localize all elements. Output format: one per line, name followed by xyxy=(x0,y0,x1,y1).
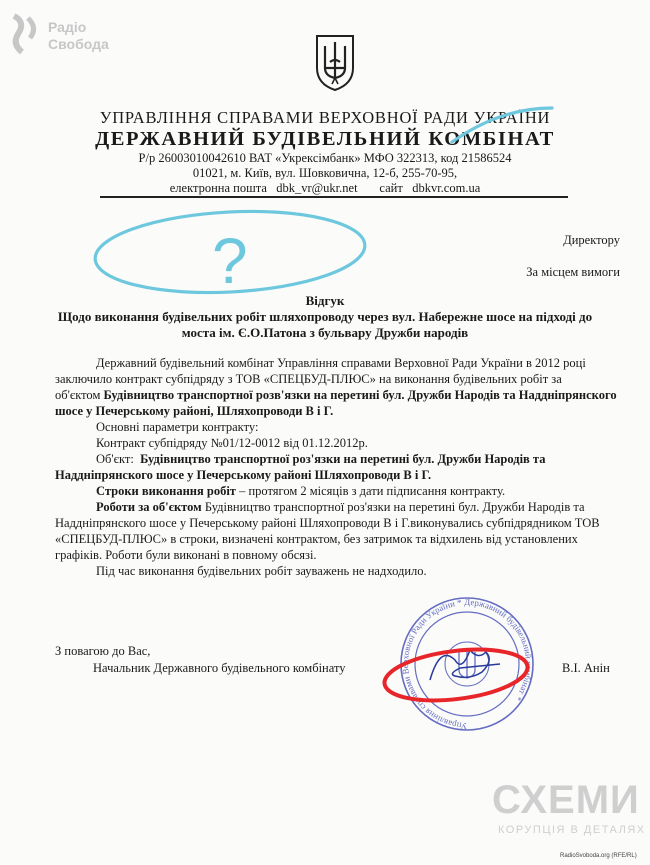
document-heading: Відгук xyxy=(305,293,345,308)
body-line: Під час виконання будівельних робіт зауважень не надходило. xyxy=(96,564,427,578)
body-line: шосе у Печерському районі, Шляхопроводи В і Г. xyxy=(55,404,334,418)
document-subject-line2: моста ім. Є.О.Патона з бульвару Дружби народів xyxy=(181,325,469,340)
signatory-position: Начальник Державного будівельного комбінату xyxy=(93,661,346,675)
body-line: Контракт субпідряду №01/12-0012 від 01.12.2012р. xyxy=(96,436,368,450)
org-name-line2: ДЕРЖАВНИЙ БУДІВЕЛЬНИЙ КОМБІНАТ xyxy=(95,128,555,150)
body-bold-text: Роботи за об'єктом xyxy=(96,500,202,514)
body-line: заключило контракт субпідряду з ТОВ «СПЕЦБУД-ПЛЮС» на виконання будівельних робіт за xyxy=(55,372,562,386)
body-text: Об'єкт: xyxy=(96,452,134,466)
document-subject-line1: Щодо виконання будівельних робіт шляхопроводу через вул. Набережне шосе на підході до xyxy=(57,309,593,324)
site-address: dbkvr.com.ua xyxy=(412,181,481,195)
body-line: Державний будівельний комбінат Управління справами Верховної Ради України в 2012 році xyxy=(96,356,586,370)
skhemy-subtitle: КОРУПЦІЯ В ДЕТАЛЯХ xyxy=(498,824,646,836)
addressee-line2: За місцем вимоги xyxy=(526,265,620,279)
skhemy-logo xyxy=(478,778,646,848)
radio-svoboda-line1: Радіо xyxy=(48,19,87,35)
body-line: «СПЕЦБУД-ПЛЮС» в строки, визначені контрактом, без затримок та відхилень від установлених xyxy=(55,532,578,546)
closing-regards: З повагою до Вас, xyxy=(55,644,151,658)
site-label: сайт xyxy=(379,181,403,195)
body-bold-text: Строки виконання робіт xyxy=(96,484,236,498)
postal-address: 01021, м. Київ, вул. Шовковична, 12-б, 255-70-95, xyxy=(192,166,458,180)
org-name-line1: УПРАВЛІННЯ СПРАВАМИ ВЕРХОВНОЇ РАДИ УКРАЇНИ xyxy=(99,108,551,127)
stamp-ring-text: Управління справами Верховної Ради України * Державний будівельний комбінат * xyxy=(400,596,535,732)
addressee-line1: Директору xyxy=(563,233,620,247)
image-credit: RadioSvoboda.org (RFE/RL) xyxy=(560,853,637,859)
body-line: Наддніпрянского шосе у Печерському районі Шляхопроводи В і Г. xyxy=(55,468,432,482)
bank-details: Р/р 26003010042610 ВАТ «Укрексімбанк» МФО 322313, код 21586524 xyxy=(138,151,512,165)
email-address: dbk_vr@ukr.net xyxy=(276,181,358,195)
annotation-question-mark: ? xyxy=(212,225,248,297)
annotation-underline xyxy=(452,108,552,142)
body-text: Будівництво транспортної роз'язки на перетині бул. Дружби Народів та xyxy=(201,500,585,514)
signatory-name: В.І. Анін xyxy=(562,661,610,675)
body-line: графіків. Роботи були виконані в повному обсязі. xyxy=(55,548,317,562)
skhemy-title: СХЕМИ xyxy=(492,778,640,822)
body-line: Наддніпрянского шосе у Печерському районі Шляхопроводи В і Г.виконувались субпідрядником ТОВ xyxy=(55,516,600,530)
official-stamp xyxy=(400,597,534,731)
body-line: Основні параметри контракту: xyxy=(96,420,259,434)
body-bold-text: Будівництво транспортної розв'язки на перетині бул. Дружби Народів та Наддніпрянского xyxy=(103,388,617,402)
body-text: об'єктом xyxy=(55,388,101,402)
radio-svoboda-line2: Свобода xyxy=(48,36,109,52)
body-text: – протягом 2 місяців з дати підписання контракту. xyxy=(235,484,506,498)
body-bold-text: Будівництво транспортної роз'язки на перетині бул. Дружби Народів та xyxy=(140,452,546,466)
email-label: електронна пошта xyxy=(169,181,267,195)
